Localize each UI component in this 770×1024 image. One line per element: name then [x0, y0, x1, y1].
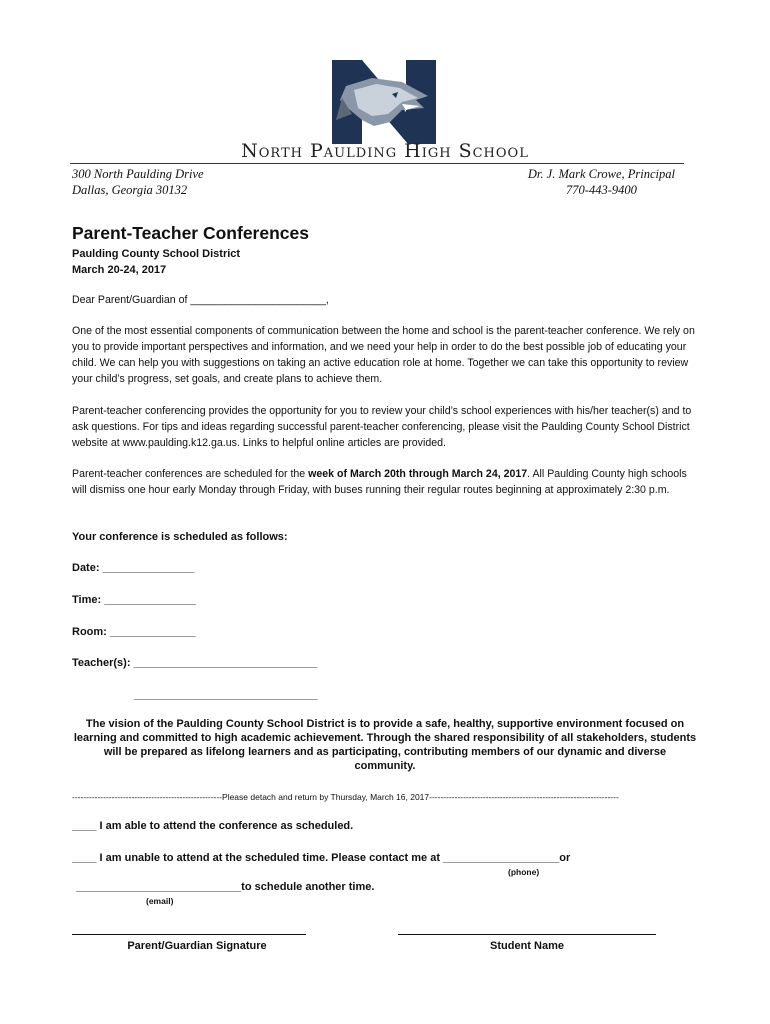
- email-label: (email): [146, 896, 174, 906]
- paragraph-3: [72, 466, 704, 498]
- address-line-2: Dallas, Georgia 30132: [72, 183, 188, 197]
- phone-label: (phone): [508, 867, 540, 877]
- letter-title: Parent-Teacher Conferences: [72, 223, 309, 243]
- date-field: Date: _______________: [72, 562, 195, 574]
- schedule-heading: Your conference is scheduled as follows:: [72, 531, 288, 543]
- student-name-label: Student Name: [490, 940, 564, 952]
- paragraph-3-week: week of March 20th through March 24, 2017: [308, 468, 528, 480]
- vision-statement: The vision of the Paulding County School District is to provide a safe, healthy, supportive environment focused on learning and committed to high academic achievement. Through the shared responsibility of all stakeholders, students will be prepared as lifelong learners and as participating, contributing members of our dynamic and diverse community.: [73, 718, 697, 772]
- n-wolf-logo-icon: [332, 60, 436, 144]
- room-field: Room: ______________: [72, 626, 196, 638]
- parent-signature-line: [72, 934, 306, 935]
- school-name: North Paulding High School: [241, 140, 529, 162]
- paragraph-1: One of the most essential components of communication between the home and school is the parent-teacher conference. We rely on you to provide important perspectives and information, and we need your help in order to do the best possible job of educating your child. We can help you with suggestions on taking an active education role at home. Together we can take this opportunity to review your child’s progress, set goals, and create plans to achieve them.: [72, 325, 695, 385]
- school-address: [72, 166, 204, 198]
- parent-signature-label: Parent/Guardian Signature: [127, 940, 267, 952]
- teachers-field-extra: ______________________________: [134, 689, 318, 701]
- address-line-1: 300 North Paulding Drive: [72, 167, 204, 181]
- paragraph-3-rest: . All Paulding County high schools will dismiss one hour early Monday through Friday, with buses running their regular routes beginning at approximately 2:30 p.m.: [72, 468, 687, 496]
- school-phone: 770-443-9400: [566, 183, 637, 197]
- able-to-attend: ____ I am able to attend the conference as scheduled.: [72, 820, 354, 832]
- time-field: Time: _______________: [72, 594, 196, 606]
- conference-dates: March 20-24, 2017: [72, 264, 167, 276]
- principal-info: [528, 166, 675, 198]
- district-name: Paulding County School District: [72, 248, 241, 260]
- detach-line: -----------------------------------------------------Please detach and return by Thursday, March 16, 2017-------------------------------------------------------------------: [72, 792, 619, 802]
- paragraph-3-intro: Parent-teacher conferences are scheduled for the: [72, 468, 309, 480]
- salutation: Dear Parent/Guardian of _______________________,: [72, 294, 329, 306]
- student-name-line: [398, 934, 656, 935]
- teachers-field: Teacher(s): ______________________________: [72, 657, 318, 669]
- principal-name: Dr. J. Mark Crowe, Principal: [527, 167, 675, 181]
- paragraph-2: Parent-teacher conferencing provides the opportunity for you to review your child’s school experiences with his/her teacher(s) and to ask questions. For tips and ideas regarding successful parent-teacher conferencing, please visit the Paulding County School District website at www.paulding.k12.ga.us. Links to helpful online articles are provided.: [72, 405, 692, 449]
- unable-to-attend: ____ I am unable to attend at the scheduled time. Please contact me at ___________________or: [72, 852, 571, 864]
- header-rule: [70, 163, 684, 164]
- reschedule-line: ___________________________to schedule another time.: [76, 881, 375, 893]
